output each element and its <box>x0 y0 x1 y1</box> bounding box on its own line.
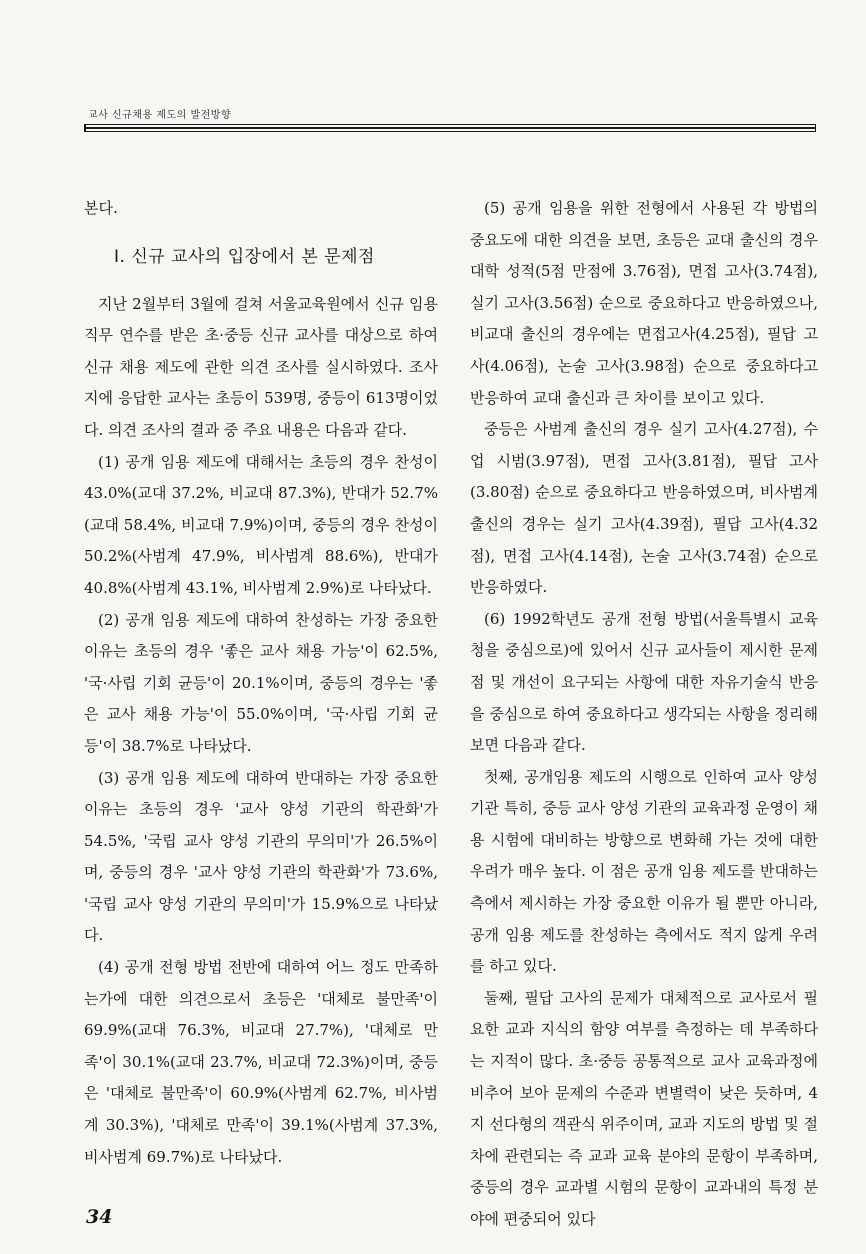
paragraph: (6) 1992학년도 공개 전형 방법(서울특별시 교육청을 중심으로)에 있어서 신규 교사들이 제시한 문제점 및 개선이 요구되는 사항에 대한 자유기술식 반응을 중심으로 하여 중요하다고 생각되는 사항을 정리해 보면 다음과 같다. <box>470 609 818 755</box>
paragraph: (5) 공개 임용을 위한 전형에서 사용된 각 방법의 중요도에 대한 의견을 보면, 초등은 교대 출신의 경우 대학 성적(5점 만점에 3.76점), 면접 고사(3.74점), 실기 고사(3.56점) 순으로 중요하다고 반응하였으나, 비교대 출신의 경우에는 면접고사(4.25점), 필답 고사(4.06점), 논술 고사(3.98점) 순으로 중요하다고 반응하여 교대 출신과 큰 차이를 보이고 있다. <box>470 199 818 407</box>
paragraph: (1) 공개 임용 제도에 대해서는 초등의 경우 찬성이 43.0%(교대 37.2%, 비교대 87.3%), 반대가 52.7%(교대 58.4%, 비교대 7.9%)이며, 중등의 경우 찬성이 50.2%(사범계 47.9%, 비사범계 88.6%), 반대가 40.8%(사범계 43.1%, 비사범계 2.9%)로 나타났다. <box>84 452 438 597</box>
section-heading: I. 신규 교사의 입장에서 본 문제점 <box>114 246 375 267</box>
paragraph: (4) 공개 전형 방법 전반에 대하여 어느 정도 만족하는가에 대한 의견으로서 초등은 '대체로 불만족'이 69.9%(교대 76.3%, 비교대 27.7%), '대체로 만족'이 30.1%(교대 23.7%, 비교대 72.3%)이며, 중등은 '대체로 불만족'이 60.9%(사범계 62.7%, 비사범계 30.3%), '대체로 만족'이 39.1%(사범계 37.3%, 비사범계 69.7%)로 나타났다. <box>84 958 438 1166</box>
header-rule <box>84 124 816 132</box>
paragraph: 둘째, 필답 고사의 문제가 대체적으로 교사로서 필요한 교과 지식의 함양 여부를 측정하는 데 부족하다는 지적이 많다. 초·중등 공통적으로 교사 교육과정에 비추어 보아 문제의 수준과 변별력이 낮은 듯하며, 4지 선다형의 객관식 위주이며, 교과 지도의 방법 및 절차에 관련되는 즉 교과 교육 분야의 문항이 부족하며, 중등의 경우 교과별 시험의 문항이 교과내의 특정 분야에 편중되어 있다 <box>470 988 818 1228</box>
running-head: 교사 신규채용 제도의 발전방향 <box>88 110 232 121</box>
paragraph: 지난 2월부터 3월에 걸쳐 서울교육원에서 신규 임용 직무 연수를 받은 초·중등 신규 교사를 대상으로 하여 신규 채용 제도에 관한 의견 조사를 실시하였다. 조사지에 응답한 교사는 초등이 539명, 중등이 613명이었다. 의견 조사의 결과 중 주요 내용은 다음과 같다. <box>84 294 438 439</box>
paragraph: (2) 공개 임용 제도에 대하여 찬성하는 가장 중요한 이유는 초등의 경우 '좋은 교사 채용 가능'이 62.5%, '국·사립 기회 균등'이 20.1%이며, 중등의 경우는 '좋은 교사 채용 가능'이 55.0%이며, '국·사립 기회 균등'이 38.7%로 나타났다. <box>84 610 438 755</box>
right-column <box>470 193 818 1236</box>
paragraph: (3) 공개 임용 제도에 대하여 반대하는 가장 중요한 이유는 초등의 경우 '교사 양성 기관의 학관화'가 54.5%, '국립 교사 양성 기관의 무의미'가 26.5%이며, 중등의 경우 '교사 양성 기관의 학관화'가 73.6%, '국립 교사 양성 기관의 무의미'가 15.9%으로 나타났다. <box>84 768 438 945</box>
paragraph: 중등은 사범계 출신의 경우 실기 고사(4.27점), 수업 시범(3.97점), 면접 고사(3.81점), 필답 고사(3.80점) 순으로 중요하다고 반응하였으며, 비사범계 출신의 경우는 실기 고사(4.39점), 필답 고사(4.32점), 면접 고사(4.14점), 논술 고사(3.74점) 순으로 반응하였다. <box>470 420 818 597</box>
lead-text: 본다. <box>84 199 118 217</box>
left-column <box>84 193 438 1173</box>
paragraph: 첫째, 공개임용 제도의 시행으로 인하여 교사 양성 기관 특히, 중등 교사 양성 기관의 교육과정 운영이 채용 시험에 대비하는 방향으로 변화해 가는 것에 대한 우려가 매우 높다. 이 점은 공개 임용 제도를 반대하는 측에서 제시하는 가장 중요한 이유가 될 뿐만 아니라, 공개 임용 제도를 찬성하는 측에서도 적지 않게 우려를 하고 있다. <box>470 767 818 976</box>
page-number: 34 <box>86 1206 113 1228</box>
